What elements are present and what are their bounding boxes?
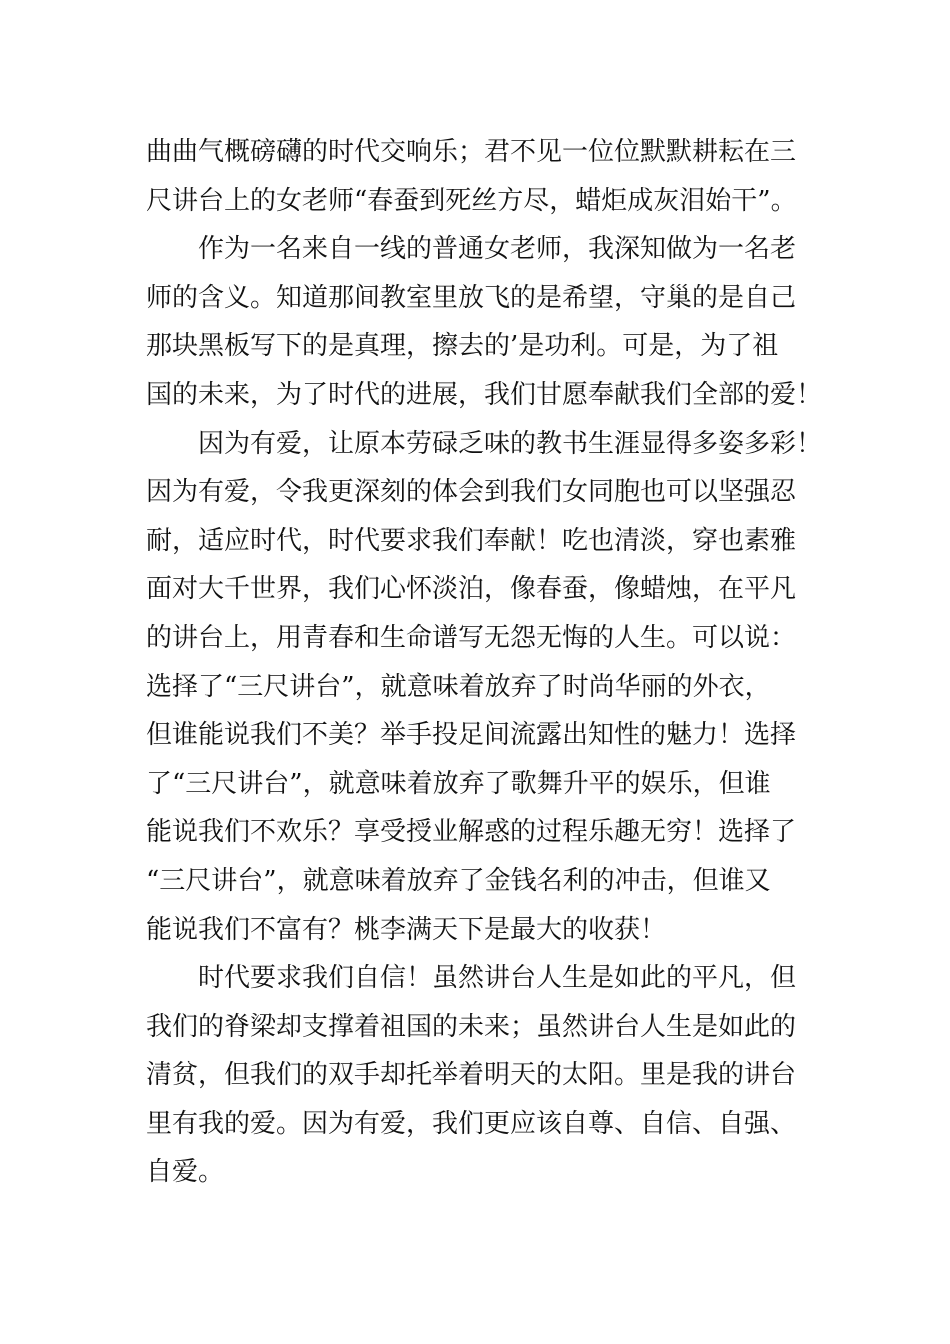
text-line: 自爱。 (146, 1157, 225, 1188)
paragraph-first-line: 时代要求我们自信！虽然讲台人生是如此的平凡，但 (198, 963, 797, 994)
paragraph-first-line: 因为有爱，让原本劳碌乏味的教书生涯显得多姿多彩！ (198, 428, 823, 459)
text-line: 的讲台上，用青春和生命谱写无怨无悔的人生。可以说： (146, 622, 797, 653)
paragraph-first-line: 作为一名来自一线的普通女老师，我深知做为一名老 (198, 234, 797, 265)
text-line: 清贫，但我们的双手却托举着明天的太阳。里是我的讲台 (146, 1060, 797, 1091)
text-line: 面对大千世界，我们心怀淡泊，像春蚕，像蜡烛，在平凡 (146, 574, 797, 605)
text-line: 耐，适应时代，时代要求我们奉献！吃也清淡，穿也素雅 (146, 525, 797, 556)
text-line: 但谁能说我们不美？举手投足间流露出知性的魅力！选择 (146, 720, 797, 751)
text-line: 了“三尺讲台”，就意味着放弃了歌舞升平的娱乐，但谁 (146, 768, 771, 799)
text-line: 能说我们不欢乐？享受授业解惑的过程乐趣无穷！选择了 (146, 817, 797, 848)
text-line: 因为有爱，令我更深刻的体会到我们女同胞也可以坚强忍 (146, 477, 797, 508)
text-line: 国的未来，为了时代的进展，我们甘愿奉献我们全部的爱！ (146, 379, 823, 410)
text-line: 尺讲台上的女老师“春蚕到死丝方尽，蜡炬成灰泪始干”。 (146, 185, 797, 216)
text-line: 那块黑板写下的是真理，擦去的’是功利。可是，为了祖 (146, 331, 779, 362)
text-line: 能说我们不富有？桃李满天下是最大的收获！ (146, 914, 667, 945)
text-line: 曲曲气概磅礴的时代交响乐；君不见一位位默默耕耘在三 (146, 137, 797, 167)
body-text (146, 128, 826, 1197)
text-line: “三尺讲台”，就意味着放弃了金钱名利的冲击，但谁又 (146, 865, 771, 896)
text-line: 选择了“三尺讲台”，就意味着放弃了时尚华丽的外衣， (146, 671, 771, 702)
text-line: 师的含义。知道那间教室里放飞的是希望，守巢的是自己 (146, 282, 797, 313)
text-line: 我们的脊梁却支撑着祖国的未来；虽然讲台人生是如此的 (146, 1011, 797, 1042)
text-line: 里有我的爱。因为有爱，我们更应该自尊、自信、自强、 (146, 1108, 797, 1139)
